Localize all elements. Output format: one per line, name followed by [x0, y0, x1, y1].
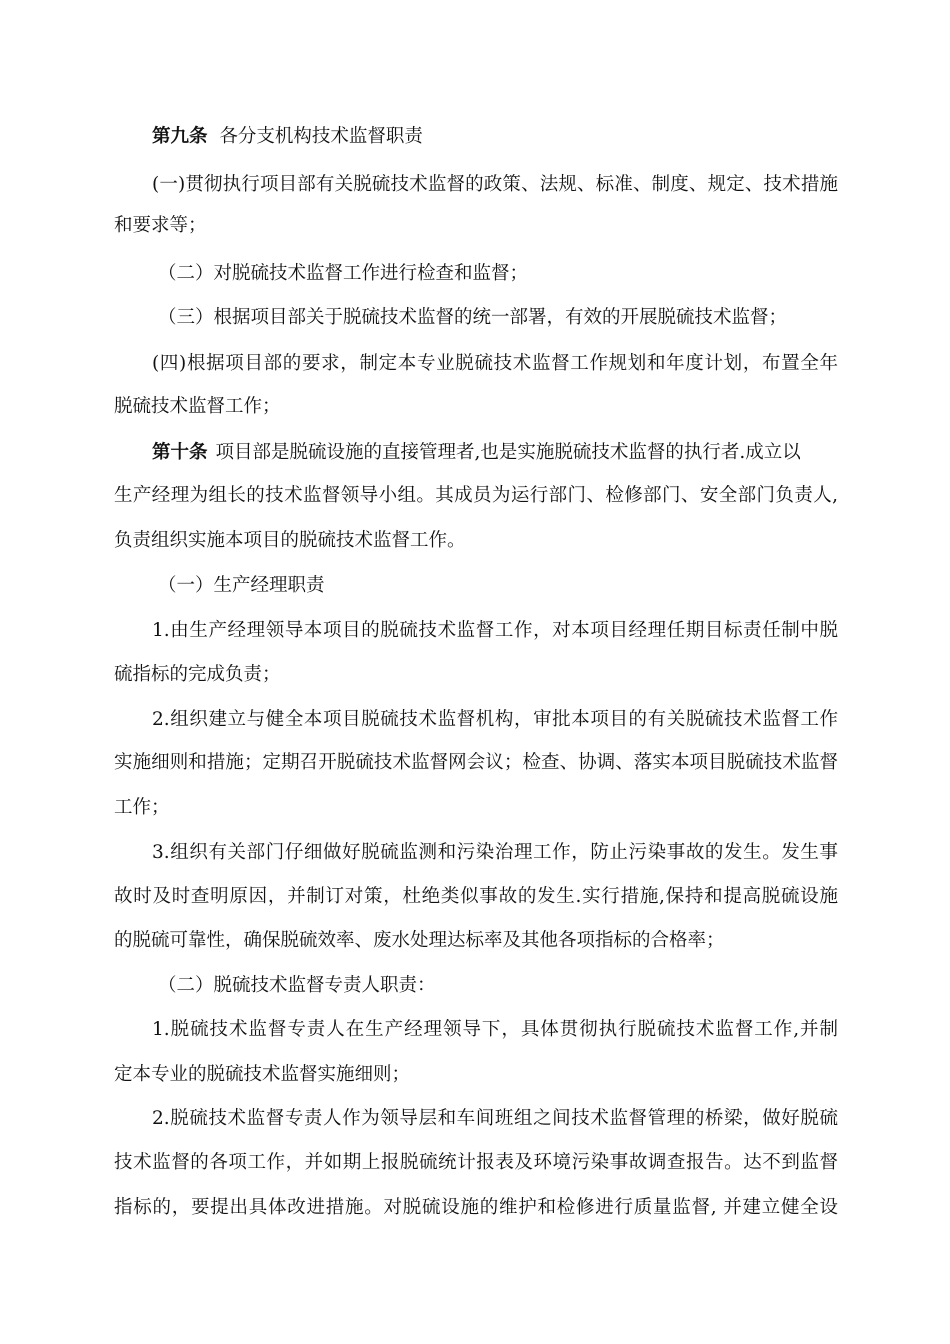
- article-10-intro-text: 项目部是脱硫设施的直接管理者,也是实施脱硫技术监督的执行者.成立以: [215, 442, 801, 463]
- section-1-para-1-line-1: 1.由生产经理领导本项目的脱硫技术监督工作，对本项目经理任期目标责任制中脱: [152, 620, 838, 641]
- section-2-para-2-line-2: 技术监督的各项工作，并如期上报脱硫统计报表及环境污染事故调查报告。达不到监督: [114, 1152, 838, 1173]
- article-9-item-3: （三）根据项目部关于脱硫技术监督的统一部署，有效的开展脱硫技术监督；: [158, 307, 788, 328]
- section-2-para-1-line-2: 定本专业的脱硫技术监督实施细则；: [114, 1064, 411, 1085]
- article-9-title-line: [152, 125, 423, 149]
- article-9-item-4-line-1: (四)根据项目部的要求，制定本专业脱硫技术监督工作规划和年度计划，布置全年: [152, 353, 838, 374]
- section-1-para-3-line-2: 故时及时查明原因，并制订对策，杜绝类似事故的发生.实行措施,保持和提高脱硫设施: [114, 886, 838, 907]
- section-2-para-2-line-3: 指标的，要提出具体改进措施。对脱硫设施的维护和检修进行质量监督, 并建立健全设: [114, 1197, 838, 1218]
- article-10-intro-line-2: 生产经理为组长的技术监督领导小组。其成员为运行部门、检修部门、安全部门负责人,: [114, 485, 838, 506]
- section-2-para-2-line-1: 2.脱硫技术监督专责人作为领导层和车间班组之间技术监督管理的桥梁，做好脱硫: [152, 1108, 838, 1129]
- article-10-heading: 第十条: [152, 442, 208, 463]
- article-9-item-2: （二）对脱硫技术监督工作进行检查和监督；: [158, 263, 529, 284]
- section-1-para-3-line-1: 3.组织有关部门仔细做好脱硫监测和污染治理工作，防止污染事故的发生。发生事: [152, 842, 838, 863]
- section-1-para-2-line-2: 实施细则和措施；定期召开脱硫技术监督网会议；检查、协调、落实本项目脱硫技术监督: [114, 752, 838, 773]
- article-9-item-4-line-2: 脱硫技术监督工作；: [114, 396, 281, 417]
- section-1-para-2-line-1: 2.组织建立与健全本项目脱硫技术监督机构，审批本项目的有关脱硫技术监督工作: [152, 709, 838, 730]
- article-10-intro-line-1: [152, 441, 838, 465]
- section-1-para-3-line-3: 的脱硫可靠性，确保脱硫效率、废水处理达标率及其他各项指标的合格率；: [114, 930, 725, 951]
- section-1-title: （一）生产经理职责: [158, 575, 325, 596]
- article-9-item-1-line-1: (一)贯彻执行项目部有关脱硫技术监督的政策、法规、标准、制度、规定、技术措施: [152, 174, 838, 195]
- section-2-para-1-line-1: 1.脱硫技术监督专责人在生产经理领导下，具体贯彻执行脱硫技术监督工作,并制: [152, 1019, 838, 1040]
- section-1-para-1-line-2: 硫指标的完成负责；: [114, 664, 281, 685]
- section-1-para-2-line-3: 工作；: [114, 797, 170, 818]
- section-2-title: （二）脱硫技术监督专责人职责：: [158, 975, 436, 996]
- article-9-heading: 第九条: [152, 126, 208, 147]
- article-9-item-1-line-2: 和要求等；: [114, 215, 207, 236]
- article-10-intro-line-3: 负责组织实施本项目的脱硫技术监督工作。: [114, 530, 466, 551]
- article-9-title: 各分支机构技术监督职责: [219, 126, 423, 147]
